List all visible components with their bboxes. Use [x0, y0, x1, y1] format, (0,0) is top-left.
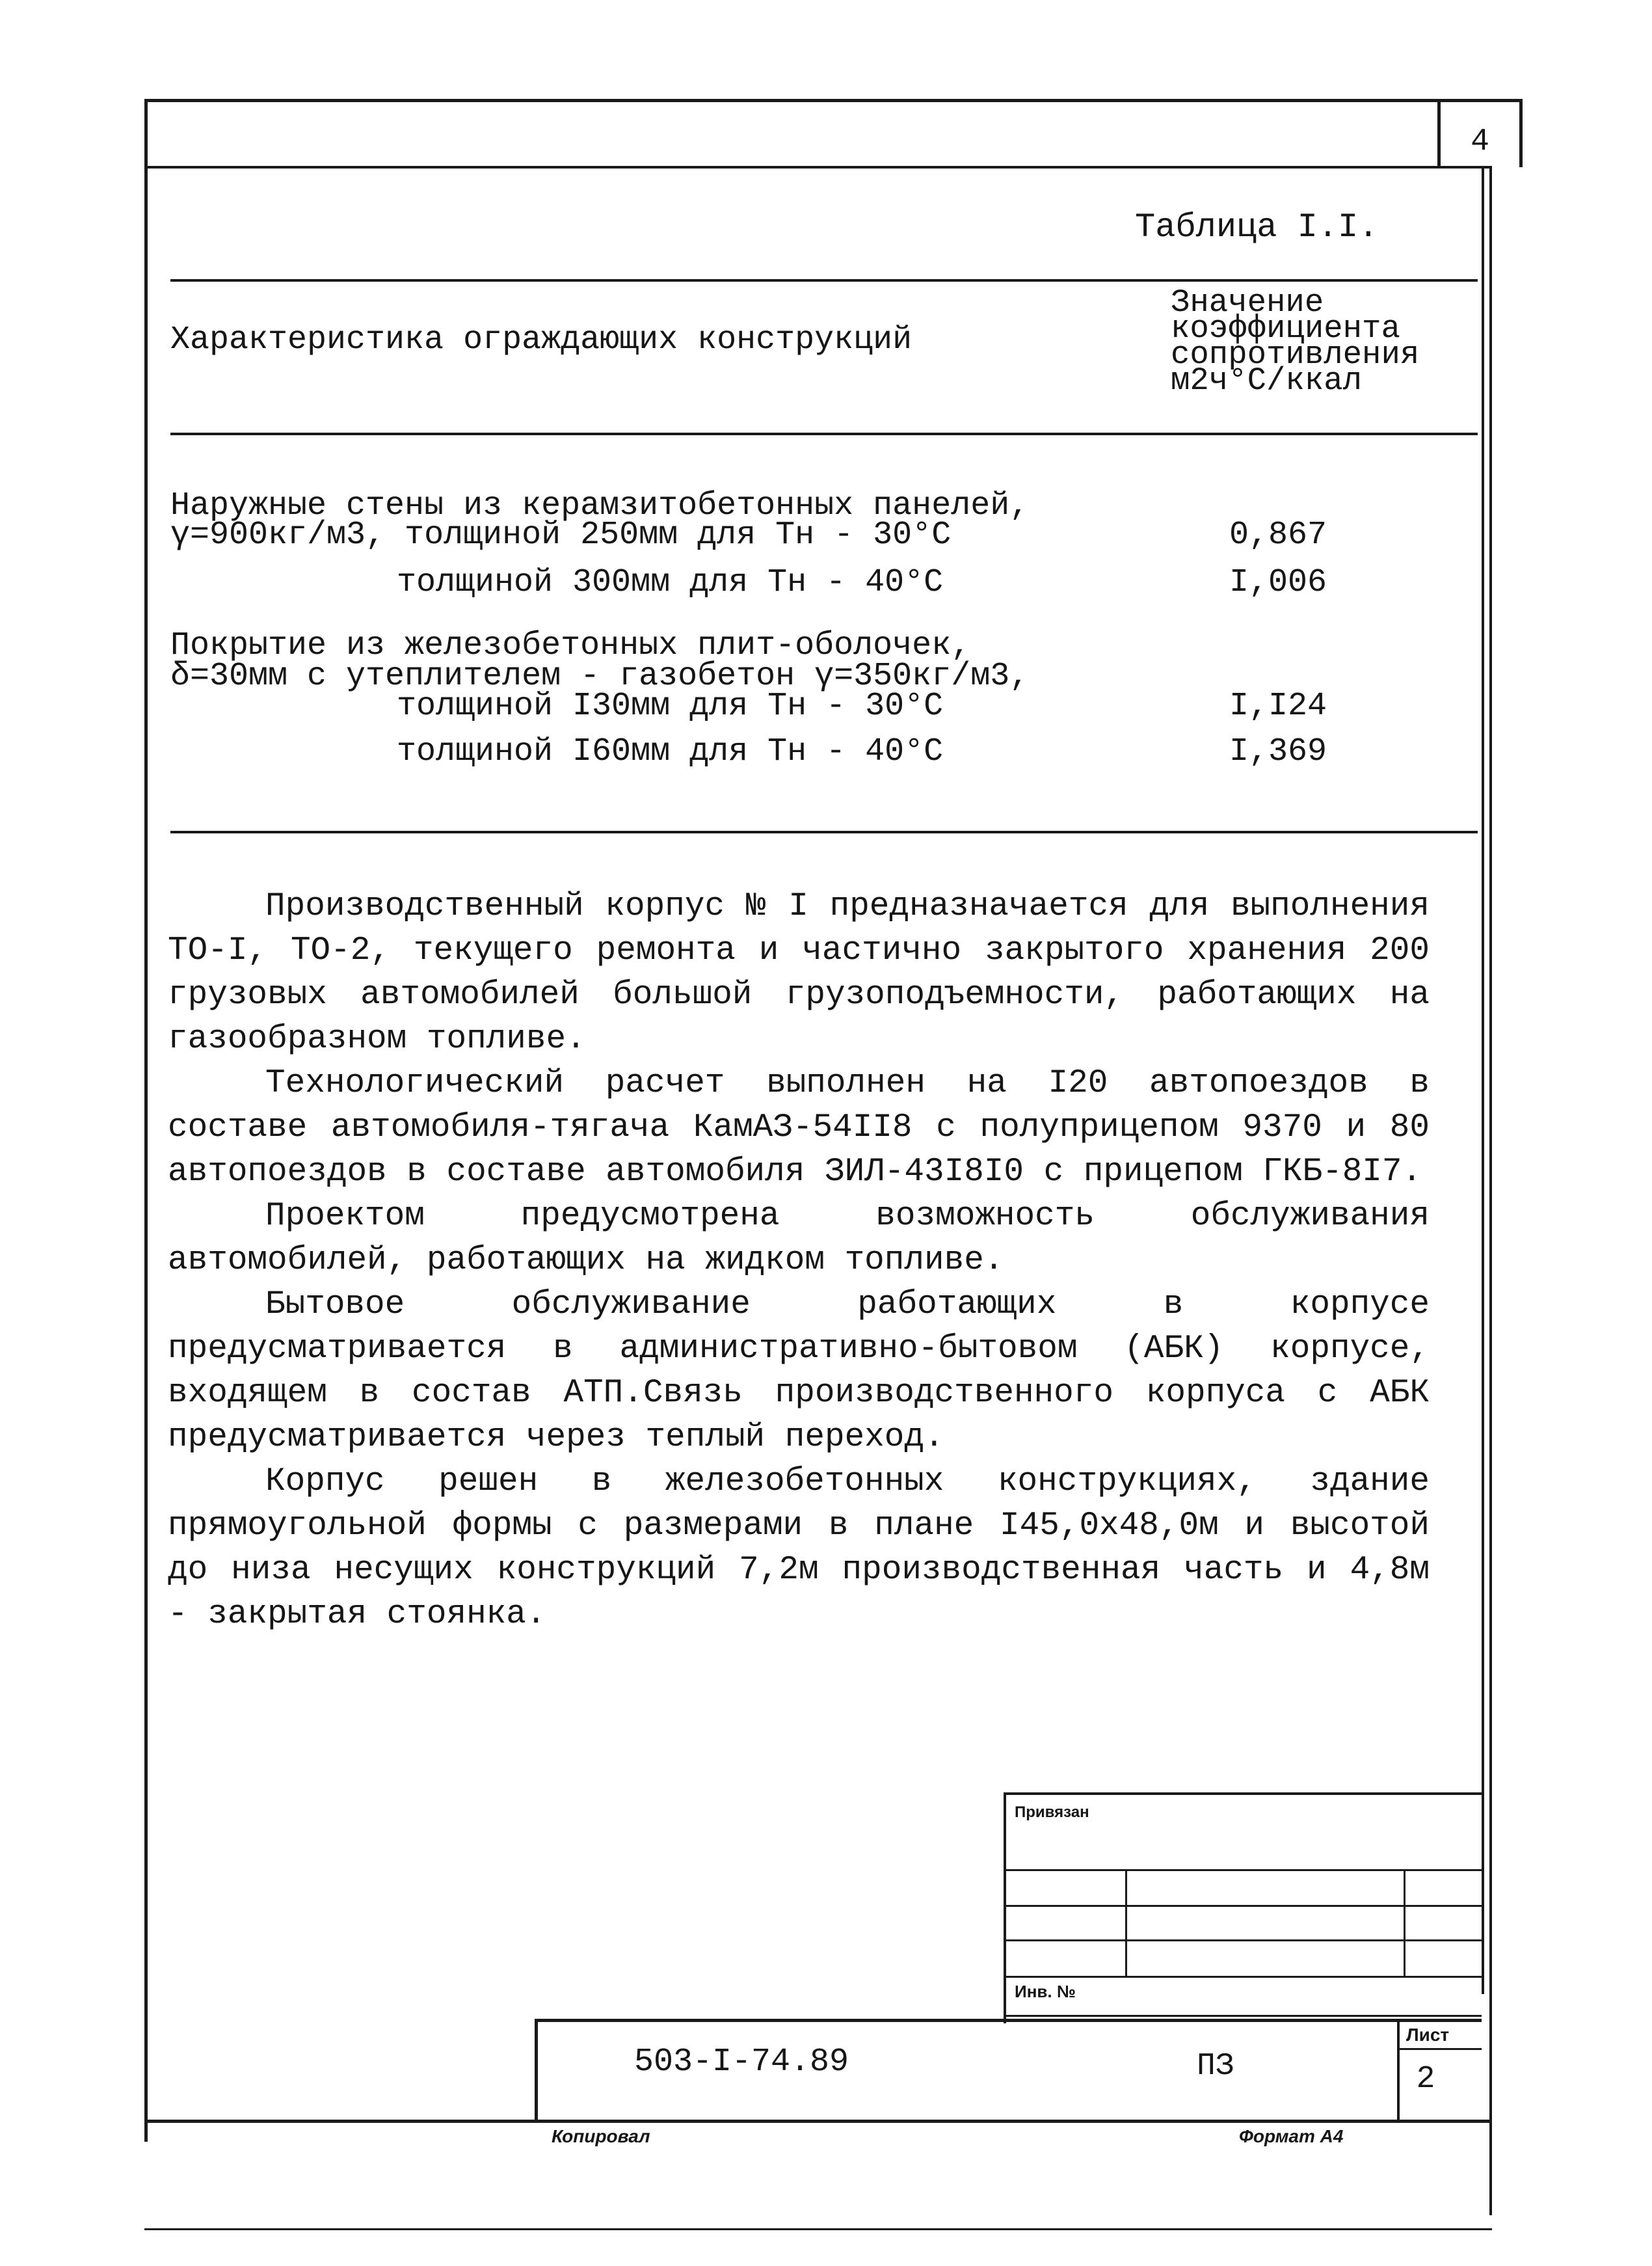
frame-bottom-line: [144, 2120, 1491, 2123]
doc-code: 503-I-74.89: [634, 2043, 849, 2081]
corner-page-number: 4: [1471, 124, 1489, 159]
table-header-value-3: сопротивления: [1171, 336, 1420, 373]
paragraph: Производственный корпус № I предназначается для выполнения ТО-I, ТО-2, текущего ремонта и частично закрытого хранения 200 грузовых автомобилей большой грузоподъемности, работающих на газообразном топливе.: [168, 888, 1430, 1058]
table-row-value: I,006: [1229, 564, 1327, 601]
table-header-value-1: Значение: [1171, 284, 1324, 321]
format-label: Формат А4: [1239, 2126, 1344, 2146]
stamp-row-line-5: [1004, 2015, 1482, 2017]
table-row-text: Покрытие из железобетонных плит-оболочек,: [170, 627, 971, 664]
stamp-main-left-line: [535, 2019, 538, 2122]
table-row-text: толщиной I60мм для Тн - 40°С: [397, 733, 944, 770]
table-header-characteristic: Характеристика ограждающих конструкций: [170, 321, 913, 358]
table-row-value: 0,867: [1229, 517, 1327, 554]
table-title: Таблица I.I.: [1135, 208, 1379, 247]
table-row-value: I,I24: [1229, 688, 1327, 725]
table-header-value-4: м2ч°С/ккал: [1171, 362, 1363, 399]
stamp-top-line: [1004, 1792, 1482, 1795]
table-row-value: I,369: [1229, 733, 1327, 770]
sheet-label: Лист: [1406, 2025, 1450, 2045]
table-header-rule: [170, 433, 1478, 435]
table-bottom-rule: [170, 831, 1478, 833]
frame-outer-right-line: [1489, 166, 1492, 2215]
stamp-row-line-1: [1004, 1869, 1482, 1871]
table-row-text: толщиной I30мм для Тн - 30°С: [397, 688, 944, 725]
frame-inner-right-line: [1482, 166, 1484, 1994]
stamp-row-line-4: [1004, 1976, 1482, 1978]
stamp-row-line-3: [1004, 1939, 1482, 1941]
table-row-text: δ=30мм с утеплителем - газобетон γ=350кг/м3,: [170, 658, 1030, 695]
frame-left-line: [144, 99, 148, 2142]
paragraph: Технологический расчет выполнен на I20 автопоездов в составе автомобиля-тягача КамАЗ-54II8 с полуприцепом 9370 и 80 автопоездов в составе автомобиля ЗИЛ-43I8I0 с прицепом ГКБ-8I7.: [168, 1065, 1430, 1191]
doc-section: ПЗ: [1197, 2049, 1234, 2084]
paragraph: Корпус решен в железобетонных конструкциях, здание прямоугольной формы с размерами в плане I45,0х48,0м и высотой до низа несущих конструкций 7,2м производственная часть и 4,8м - закрытая стоянка.: [168, 1463, 1430, 1633]
frame-top-line: [144, 99, 1522, 102]
sheet-box-divider: [1397, 2048, 1482, 2050]
inv-no-label: Инв. №: [1015, 1982, 1076, 2001]
table-header-value-2: коэффициента: [1171, 310, 1400, 347]
stamp-col-line-2: [1404, 1869, 1406, 1978]
table-row-text: толщиной 300мм для Тн - 40°С: [397, 564, 944, 601]
privyazan-label: Привязан: [1015, 1803, 1089, 1821]
table-row-text: Наружные стены из керамзитобетонных панелей,: [170, 487, 1030, 524]
paragraph: Бытовое обслуживание работающих в корпусе предусматривается в административно-бытовом (АБК) корпусе, входящем в состав АТП.Связь производственного корпуса с АБК предусматривается через теплый переход.: [168, 1286, 1430, 1456]
sheet-bottom-line: [144, 2228, 1492, 2230]
stamp-row-line-2: [1004, 1905, 1482, 1907]
stamp-col-line-1: [1125, 1869, 1127, 1978]
stamp-left-line: [1004, 1792, 1006, 2023]
table-row-text: γ=900кг/м3, толщиной 250мм для Тн - 30°С: [170, 517, 952, 554]
frame-header-line: [144, 166, 1491, 169]
table-top-rule: [170, 279, 1478, 282]
paragraph: Проектом предусмотрена возможность обслуживания автомобилей, работающих на жидком топливе.: [168, 1198, 1430, 1279]
stamp-main-top-line: [535, 2019, 1482, 2022]
copied-label: Копировал: [552, 2126, 650, 2146]
sheet-number: 2: [1416, 2062, 1435, 2097]
corner-box-right: [1519, 99, 1523, 167]
body-text: [168, 885, 1430, 1637]
